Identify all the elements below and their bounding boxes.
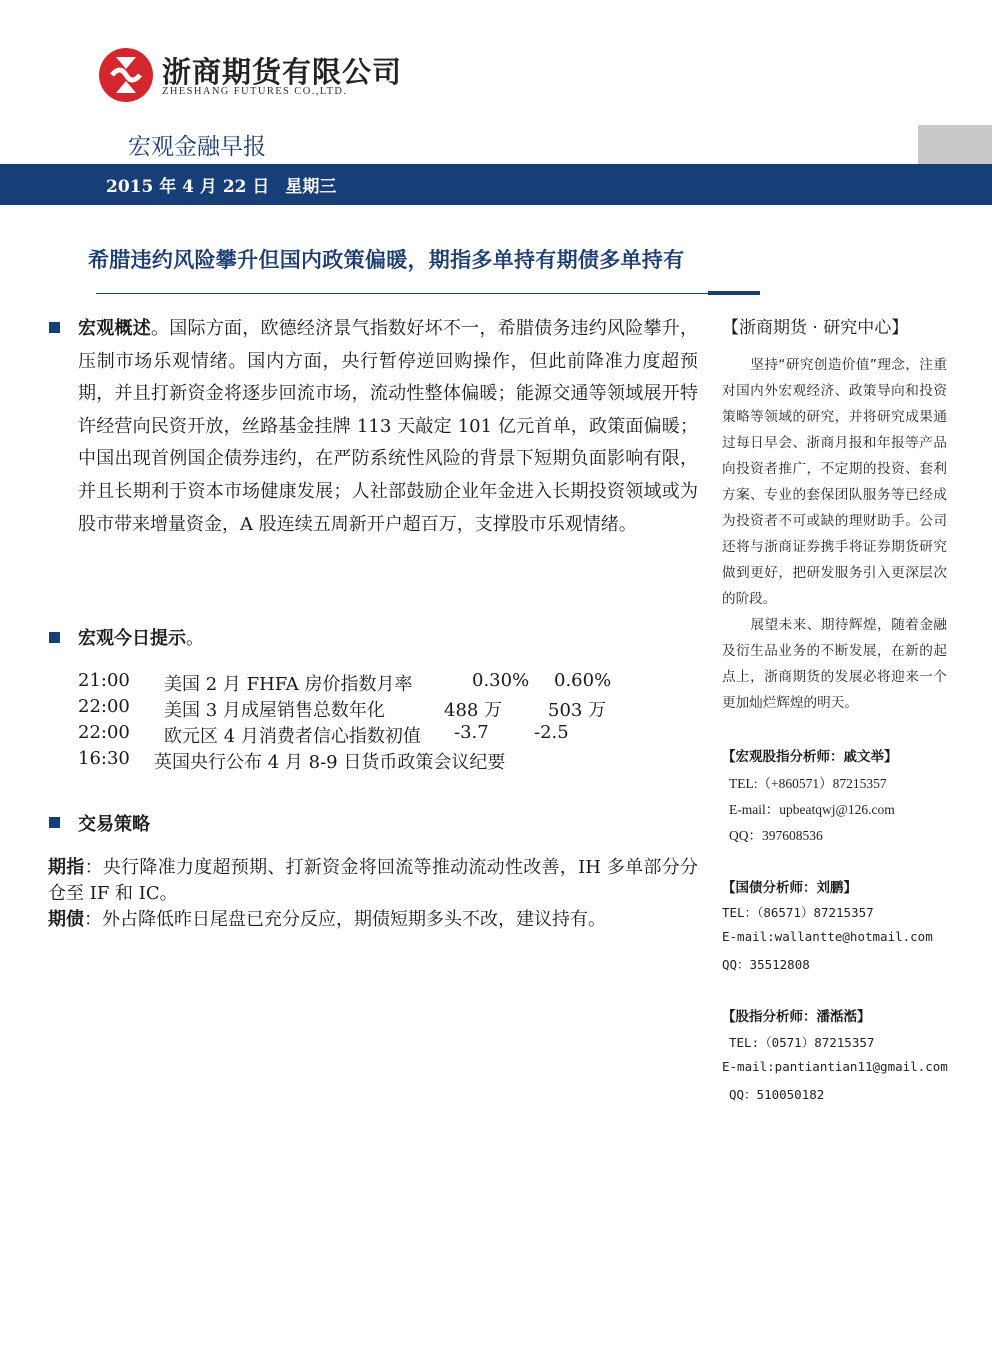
company-name-en: ZHESHANG FUTURES CO.,LTD. (162, 86, 348, 97)
event-forecast: -2.5 (534, 722, 569, 743)
sidebar-intro (722, 352, 947, 612)
analyst-qq: QQ：35512808 (722, 957, 810, 972)
event-previous: -3.7 (454, 722, 489, 743)
analyst-email[interactable]: E-mail:wallantte@hotmail.com (722, 929, 933, 944)
sidebar-outlook-text: 展望未来、期待辉煌，随着金融及衍生品业务的不断发展，在新的起点上，浙商期货的发展必将迎来一个更加灿烂辉煌的明天。 (722, 617, 947, 711)
analyst-tel: TEL:（0571）87215357 (729, 1035, 875, 1050)
company-name-cn: 浙商期货有限公司 (162, 55, 403, 89)
sidebar-outlook (722, 612, 947, 716)
section-bullet-icon (49, 632, 60, 643)
strategy-paragraph (48, 855, 698, 933)
analyst-email[interactable]: E-mail：upbeatqwj@126.com (729, 802, 895, 817)
weekday-value: 星期三 (285, 177, 337, 197)
company-logo-icon (98, 47, 154, 103)
event-name: 美国 2 月 FHFA 房价指数月率 (164, 674, 413, 695)
sidebar-title: 【浙商期货 · 研究中心】 (722, 318, 909, 338)
event-name: 美国 3 月成屋销售总数年化 (164, 700, 385, 721)
analyst-tel: TEL：（86571）87215357 (722, 905, 874, 920)
futures-label: 期指 (48, 857, 85, 878)
section-bullet-icon (49, 322, 60, 333)
report-name: 宏观金融早报 (128, 134, 266, 160)
today-title (78, 624, 204, 650)
section-bullet-icon (49, 817, 60, 828)
analyst-tel: TEL:（+860571）87215357 (729, 776, 887, 791)
report-date (106, 172, 352, 197)
page-title: 希腊违约风险攀升但国内政策偏暖，期指多单持有期债多单持有 (88, 248, 685, 272)
headline-divider (96, 293, 708, 294)
event-time: 22:00 (78, 722, 130, 743)
overview-paragraph (78, 313, 698, 541)
today-title-text: 宏观今日提示 (78, 628, 186, 649)
event-previous: 0.30% (472, 670, 530, 691)
analyst-title: 【宏观股指分析师：戚文举】 (722, 749, 898, 765)
analyst-title: 【国债分析师：刘鹏】 (722, 880, 857, 896)
event-time: 16:30 (78, 748, 130, 769)
headline-divider-accent (708, 291, 760, 295)
date-value: 2015 年 4 月 22 日 (106, 177, 270, 197)
event-name: 欧元区 4 月消费者信心指数初值 (164, 726, 421, 747)
analyst-email[interactable]: E-mail:pantiantian11@gmail.com (722, 1059, 948, 1074)
overview-title: 宏观概述 (78, 318, 151, 339)
event-time: 21:00 (78, 670, 130, 691)
futures-text: ：央行降准力度超预期、打新资金将回流等推动流动性改善，IH 多单部分分仓至 IF 和 IC。 (48, 857, 699, 904)
today-title-suffix: 。 (186, 628, 204, 649)
bond-label: 期债 (48, 909, 84, 930)
bond-text: ：外占降低昨日尾盘已充分反应，期债短期多头不改，建议持有。 (84, 909, 606, 930)
event-forecast: 503 万 (548, 700, 607, 721)
strategy-title: 交易策略 (78, 814, 150, 835)
analyst-title: 【股指分析师：潘湉湉】 (722, 1009, 871, 1025)
analyst-qq: QQ：397608536 (729, 828, 823, 843)
header-accent-block (918, 125, 992, 164)
event-forecast: 0.60% (554, 670, 612, 691)
analyst-qq: QQ：510050182 (729, 1087, 825, 1102)
sidebar-intro-text: 坚持“研究创造价值”理念，注重对国内外宏观经济、政策导向和投资策略等领域的研究，并将研究成果通过每日早会、浙商月报和年报等产品向投资者推广，不定期的投资、套利方案、专业的套保团队服务等已经成为投资者不可或缺的理财助手。公司还将与浙商证券携手将证券期货研究做到更好，把研发服务引入更深层次的阶段。 (722, 357, 947, 607)
event-name: 英国央行公布 4 月 8-9 日货币政策会议纪要 (154, 752, 506, 773)
overview-text: 。国际方面，欧德经济景气指数好坏不一，希腊债务违约风险攀升，压制市场乐观情绪。国内方面，央行暂停逆回购操作，但此前降准力度超预期，并且打新资金将逐步回流市场，流动性整体偏暖；能源交通等领域展开特许经营向民资开放，丝路基金挂牌 113 天敲定 101 亿元首单，政策面偏暖；中国出现首例国企债券违约，在严防系统性风险的背景下短期负面影响有限，并且长期利于资本市场健康发展；人社部鼓励企业年金进入长期投资领域或为股市带来增量资金，A 股连续五周新开户超百万，支撑股市乐观情绪。 (78, 318, 699, 535)
event-time: 22:00 (78, 696, 130, 717)
event-previous: 488 万 (444, 700, 503, 721)
